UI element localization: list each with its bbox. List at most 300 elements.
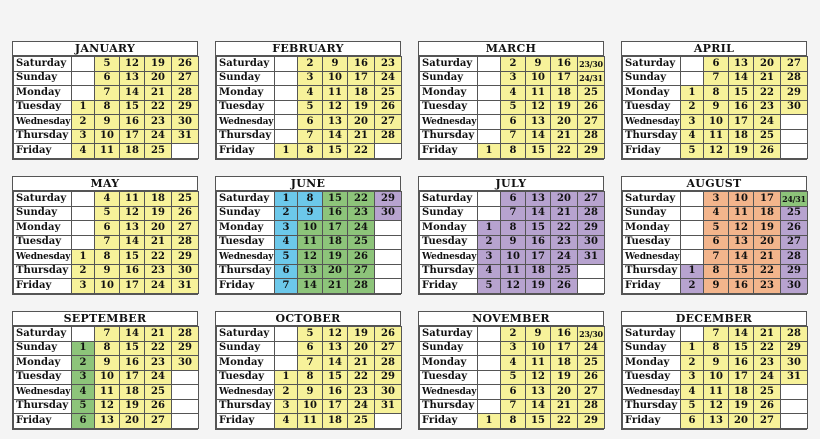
empty-cell [375,235,402,250]
week-row-tuesday [217,100,402,115]
date-cell: 9 [95,115,120,130]
date-cell: 31 [781,370,808,385]
empty-cell [172,370,199,385]
weekday-label: Tuesday [420,100,478,115]
month-title: MARCH [419,42,603,56]
date-cell: 5 [501,100,526,115]
empty-cell [478,385,501,400]
date-cell: 1 [681,341,704,356]
week-row-sunday [14,71,199,86]
date-cell: 26 [754,399,781,414]
date-cell: 25 [781,206,808,221]
date-cell: 29 [172,100,199,115]
month-august [621,176,807,295]
date-cell: 27 [781,235,808,250]
date-cell: 16 [729,356,754,371]
date-cell: 30 [172,356,199,371]
week-row-wednesday [14,385,199,400]
empty-cell [375,414,402,429]
date-cell: 25 [754,129,781,144]
date-cell: 12 [323,327,348,342]
date-cell: 8 [501,221,526,236]
date-cell: 3 [478,250,501,265]
empty-cell [375,144,402,159]
date-cell: 18 [145,192,172,207]
weekday-label: Saturday [623,192,681,207]
date-cell: 15 [323,370,348,385]
date-cell: 14 [526,129,551,144]
date-cell: 11 [526,86,551,101]
week-row-monday [420,86,605,101]
date-cell: 28 [375,129,402,144]
date-cell: 22 [551,221,578,236]
week-row-tuesday [623,235,808,250]
date-cell: 14 [120,86,145,101]
date-cell: 22 [348,144,375,159]
date-cell: 20 [551,385,578,400]
week-row-saturday [14,327,199,342]
weekday-label: Thursday [623,264,681,279]
weekday-label: Saturday [217,57,275,72]
weekday-label: Saturday [14,192,72,207]
empty-cell [72,86,95,101]
date-cell: 24 [145,279,172,294]
month-december [621,311,807,430]
date-cell: 5 [681,399,704,414]
week-row-wednesday [217,250,402,265]
date-cell: 28 [172,86,199,101]
date-cell: 25 [754,385,781,400]
date-cell: 17 [526,250,551,265]
date-cell: 5 [95,57,120,72]
date-cell: 20 [348,115,375,130]
week-row-wednesday [14,250,199,265]
week-row-saturday [420,192,605,207]
month-february [215,41,401,160]
week-row-friday [420,414,605,429]
date-cell: 14 [526,399,551,414]
date-cell: 27 [781,57,808,72]
date-cell: 7 [704,327,729,342]
date-cell: 8 [501,144,526,159]
date-cell: 26 [781,221,808,236]
weekday-label: Friday [623,414,681,429]
date-cell: 6 [501,192,526,207]
date-cell: 4 [275,414,298,429]
date-cell: 2 [72,264,95,279]
date-cell: 7 [501,206,526,221]
date-cell: 11 [323,86,348,101]
date-cell: 8 [704,341,729,356]
week-row-saturday [217,192,402,207]
week-row-wednesday [623,250,808,265]
date-cell: 3 [72,370,95,385]
weekday-label: Monday [14,86,72,101]
date-cell: 15 [526,414,551,429]
empty-cell [681,327,704,342]
date-cell: 13 [729,235,754,250]
date-cell: 23 [348,385,375,400]
empty-cell [275,71,298,86]
weekday-label: Sunday [217,206,275,221]
week-row-monday [217,86,402,101]
week-row-wednesday [217,385,402,400]
week-row-thursday [217,129,402,144]
date-cell: 4 [681,129,704,144]
date-cell: 20 [145,71,172,86]
date-cell: 15 [729,86,754,101]
date-cell: 24 [375,71,402,86]
date-cell: 1 [72,250,95,265]
weekday-label: Wednesday [623,385,681,400]
empty-cell [275,100,298,115]
date-cell: 20 [323,264,348,279]
date-cell: 7 [275,279,298,294]
month-title: DECEMBER [622,312,806,326]
weekday-label: Thursday [217,399,275,414]
date-cell: 15 [120,250,145,265]
date-cell: 4 [72,144,95,159]
date-cell: 7 [704,250,729,265]
week-row-sunday [623,71,808,86]
date-cell: 19 [348,327,375,342]
date-cell: 28 [348,279,375,294]
empty-cell [275,129,298,144]
date-cell: 3 [72,129,95,144]
week-row-wednesday [623,385,808,400]
date-cell: 16 [348,57,375,72]
month-title: OCTOBER [216,312,400,326]
date-cell: 27 [754,414,781,429]
date-cell: 9 [95,356,120,371]
date-cell: 25 [145,144,172,159]
date-cell: 1 [275,144,298,159]
date-cell: 4 [275,235,298,250]
empty-cell [375,250,402,265]
week-row-tuesday [623,100,808,115]
date-cell: 26 [348,250,375,265]
week-row-sunday [14,206,199,221]
weekday-label: Monday [217,356,275,371]
date-cell: 9 [704,356,729,371]
date-cell: 22 [551,144,578,159]
weekday-label: Thursday [623,399,681,414]
date-cell: 19 [323,250,348,265]
date-cell: 13 [526,192,551,207]
date-cell: 18 [551,356,578,371]
month-title: APRIL [622,42,806,56]
month-title: JUNE [216,177,400,191]
weekday-label: Wednesday [420,385,478,400]
date-cell: 12 [323,100,348,115]
date-cell: 2 [681,356,704,371]
date-cell: 30 [781,100,808,115]
date-cell: 9 [95,264,120,279]
week-row-friday [623,414,808,429]
weekday-label: Tuesday [420,235,478,250]
date-cell: 12 [120,57,145,72]
week-row-friday [217,279,402,294]
week-row-sunday [420,71,605,86]
week-row-wednesday [420,385,605,400]
empty-cell [781,115,808,130]
date-cell: 12 [298,250,323,265]
empty-cell [375,279,402,294]
date-cell: 10 [298,221,323,236]
date-cell: 22 [348,192,375,207]
date-cell: 14 [729,327,754,342]
date-cell: 20 [145,221,172,236]
date-cell: 6 [95,221,120,236]
date-cell: 9 [298,206,323,221]
week-row-thursday [623,264,808,279]
date-cell: 17 [120,129,145,144]
date-cell: 13 [120,221,145,236]
week-row-saturday [14,57,199,72]
date-cell: 22 [551,414,578,429]
date-cell: 8 [704,264,729,279]
date-cell: 10 [501,250,526,265]
weekday-label: Tuesday [217,235,275,250]
week-row-saturday [623,192,808,207]
date-cell: 11 [95,385,120,400]
month-table [13,191,199,294]
date-cell: 12 [704,399,729,414]
date-cell: 12 [526,100,551,115]
date-cell: 1 [72,100,95,115]
week-row-friday [420,279,605,294]
date-cell: 24/31 [781,192,808,207]
date-cell: 16 [120,264,145,279]
date-cell: 3 [681,370,704,385]
weekday-label: Monday [14,221,72,236]
date-cell: 19 [348,100,375,115]
date-cell: 23 [754,279,781,294]
weekday-label: Thursday [420,264,478,279]
empty-cell [781,385,808,400]
date-cell: 6 [72,414,95,429]
date-cell: 1 [275,370,298,385]
weekday-label: Tuesday [623,100,681,115]
date-cell: 12 [704,144,729,159]
week-row-tuesday [420,370,605,385]
date-cell: 1 [478,221,501,236]
empty-cell [681,192,704,207]
week-row-sunday [217,71,402,86]
weekday-label: Tuesday [14,370,72,385]
empty-cell [578,279,605,294]
date-cell: 7 [95,235,120,250]
empty-cell [478,129,501,144]
week-row-sunday [420,341,605,356]
weekday-label: Thursday [420,129,478,144]
date-cell: 11 [729,206,754,221]
week-row-wednesday [14,115,199,130]
date-cell: 17 [729,370,754,385]
date-cell: 30 [375,385,402,400]
week-row-thursday [420,129,605,144]
date-cell: 2 [72,115,95,130]
weekday-label: Tuesday [14,100,72,115]
date-cell: 20 [120,414,145,429]
empty-cell [781,399,808,414]
date-cell: 8 [704,86,729,101]
week-row-sunday [623,341,808,356]
date-cell: 18 [754,206,781,221]
month-table [13,56,199,159]
month-june [215,176,401,295]
empty-cell [478,370,501,385]
month-table [419,56,605,159]
date-cell: 28 [781,327,808,342]
date-cell: 5 [95,206,120,221]
date-cell: 28 [781,71,808,86]
date-cell: 24 [754,115,781,130]
date-cell: 17 [323,221,348,236]
week-row-sunday [420,206,605,221]
date-cell: 15 [120,341,145,356]
month-may [12,176,198,295]
empty-cell [478,399,501,414]
weekday-label: Sunday [623,71,681,86]
date-cell: 6 [298,115,323,130]
date-cell: 29 [375,370,402,385]
date-cell: 28 [781,250,808,265]
weekday-label: Thursday [623,129,681,144]
date-cell: 15 [120,100,145,115]
week-row-monday [14,356,199,371]
week-row-monday [217,221,402,236]
date-cell: 25 [145,385,172,400]
date-cell: 3 [501,71,526,86]
date-cell: 2 [275,206,298,221]
date-cell: 26 [578,370,605,385]
date-cell: 29 [781,341,808,356]
date-cell: 24 [578,341,605,356]
date-cell: 21 [551,129,578,144]
date-cell: 23 [754,100,781,115]
month-table [622,56,808,159]
date-cell: 17 [120,279,145,294]
date-cell: 8 [298,144,323,159]
date-cell: 11 [501,264,526,279]
date-cell: 8 [95,100,120,115]
date-cell: 21 [323,279,348,294]
date-cell: 16 [526,235,551,250]
empty-cell [275,327,298,342]
date-cell: 30 [375,206,402,221]
weekday-label: Friday [623,144,681,159]
date-cell: 4 [501,86,526,101]
week-row-thursday [623,399,808,414]
date-cell: 23 [551,235,578,250]
empty-cell [781,144,808,159]
date-cell: 19 [754,221,781,236]
date-cell: 5 [298,327,323,342]
date-cell: 19 [120,399,145,414]
date-cell: 9 [526,57,551,72]
date-cell: 13 [526,385,551,400]
date-cell: 1 [478,414,501,429]
date-cell: 2 [275,385,298,400]
date-cell: 16 [729,100,754,115]
date-cell: 4 [478,264,501,279]
week-row-tuesday [217,370,402,385]
date-cell: 7 [501,129,526,144]
date-cell: 25 [172,192,199,207]
date-cell: 5 [681,144,704,159]
empty-cell [681,221,704,236]
date-cell: 19 [729,399,754,414]
date-cell: 23/30 [578,57,605,72]
date-cell: 30 [781,356,808,371]
week-row-saturday [217,327,402,342]
week-row-thursday [14,264,199,279]
date-cell: 27 [348,264,375,279]
weekday-label: Saturday [217,327,275,342]
date-cell: 12 [95,399,120,414]
date-cell: 16 [323,206,348,221]
date-cell: 19 [526,279,551,294]
week-row-friday [14,279,199,294]
date-cell: 4 [95,192,120,207]
date-cell: 21 [754,250,781,265]
date-cell: 6 [681,414,704,429]
date-cell: 7 [704,71,729,86]
date-cell: 6 [298,341,323,356]
date-cell: 23 [145,356,172,371]
date-cell: 6 [501,115,526,130]
date-cell: 26 [551,279,578,294]
date-cell: 28 [578,399,605,414]
month-title: JULY [419,177,603,191]
date-cell: 22 [348,370,375,385]
weekday-label: Sunday [14,71,72,86]
date-cell: 10 [704,370,729,385]
date-cell: 23/30 [578,327,605,342]
month-table [216,191,402,294]
empty-cell [478,356,501,371]
date-cell: 9 [298,385,323,400]
date-cell: 10 [526,341,551,356]
date-cell: 1 [681,264,704,279]
date-cell: 26 [172,57,199,72]
empty-cell [781,414,808,429]
empty-cell [681,206,704,221]
date-cell: 19 [145,206,172,221]
date-cell: 28 [578,206,605,221]
date-cell: 2 [72,356,95,371]
date-cell: 29 [781,86,808,101]
date-cell: 27 [172,221,199,236]
month-title: JANUARY [13,42,197,56]
empty-cell [478,86,501,101]
date-cell: 24/31 [578,71,605,86]
date-cell: 6 [95,71,120,86]
month-title: SEPTEMBER [13,312,197,326]
date-cell: 21 [145,235,172,250]
week-row-thursday [217,399,402,414]
week-row-friday [623,144,808,159]
date-cell: 25 [578,356,605,371]
date-cell: 13 [323,115,348,130]
date-cell: 28 [578,129,605,144]
weekday-label: Wednesday [623,115,681,130]
month-april [621,41,807,160]
date-cell: 24 [551,250,578,265]
date-cell: 25 [375,86,402,101]
date-cell: 23 [375,57,402,72]
